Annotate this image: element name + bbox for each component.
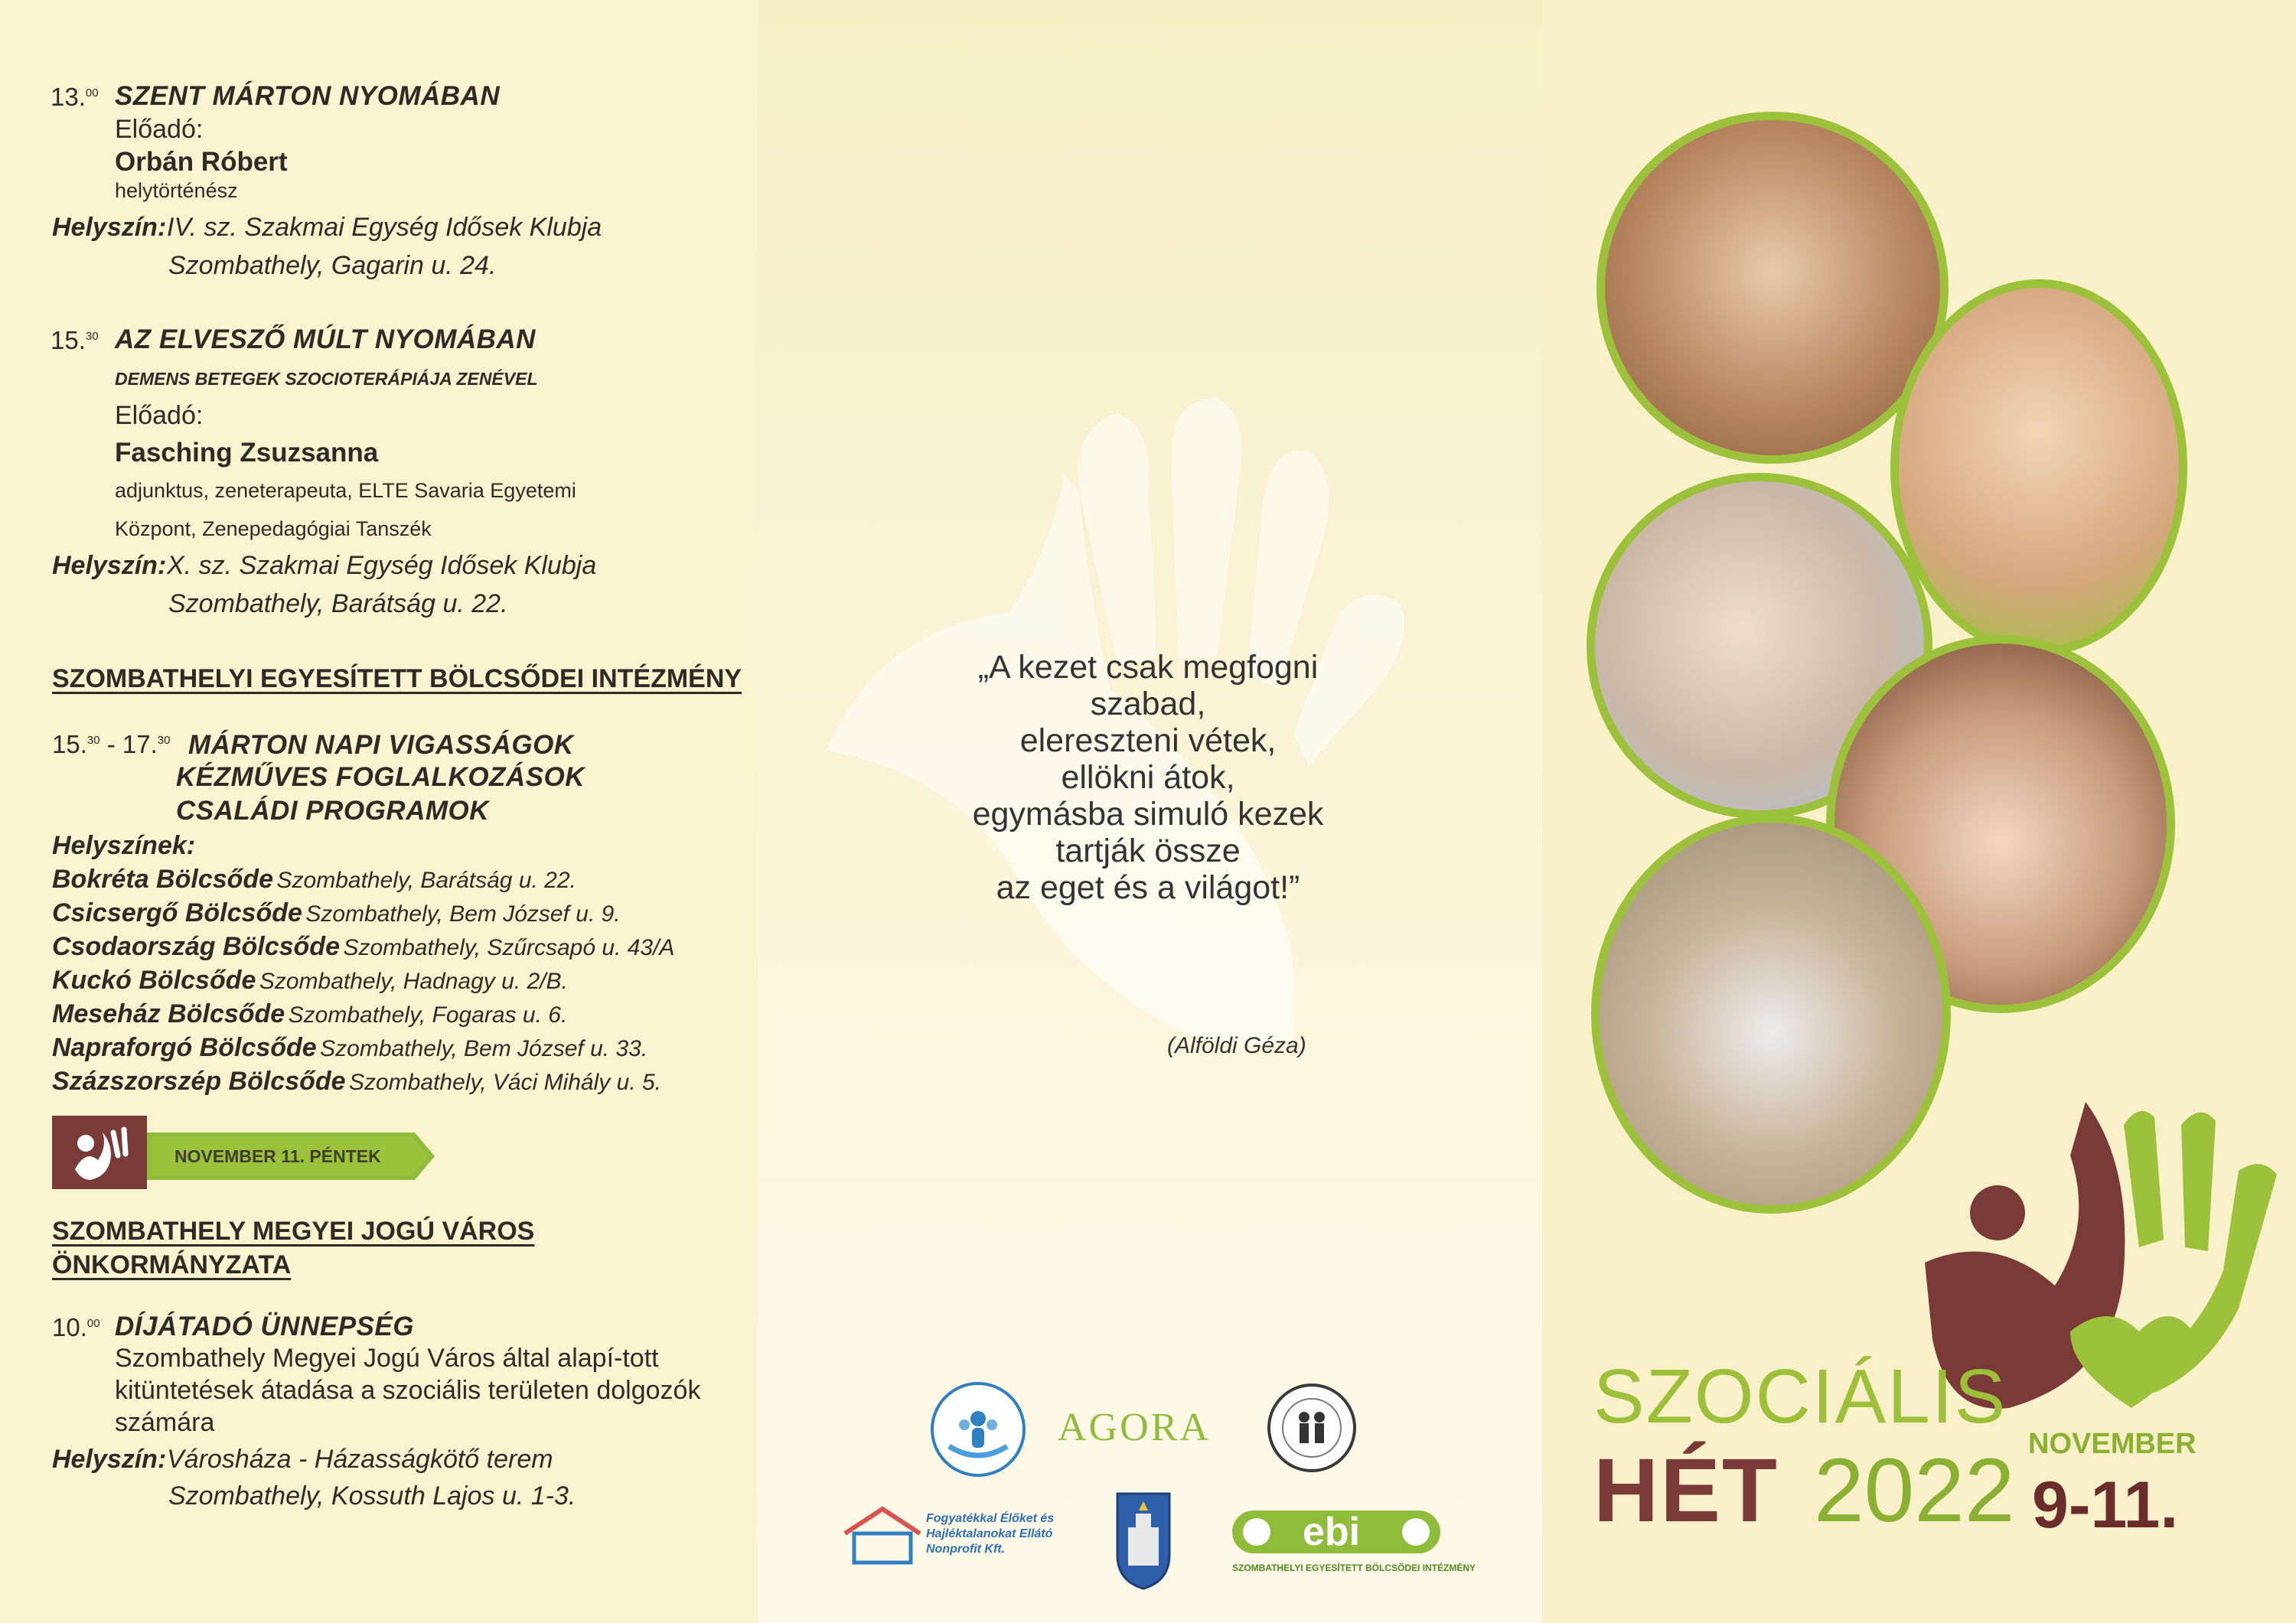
event4-time: 10.00 xyxy=(52,1313,100,1341)
event3-time: 15.30 - 17.30 xyxy=(52,730,171,758)
photo-family xyxy=(1596,112,1949,464)
event1-lecturer: Orbán Róbert xyxy=(115,147,288,177)
nursery-item: Csodaország Bölcsőde Szombathely, Szűrcsapó u. 43/A xyxy=(52,932,675,961)
social-center-logo xyxy=(1267,1383,1356,1472)
org-nursery-heading: SZOMBATHELYI EGYESÍTETT BÖLCSŐDEI INTÉZMÉNY xyxy=(52,664,742,693)
event1-lecturer-label: Előadó: xyxy=(115,115,204,144)
quote-line: ellökni átok, xyxy=(1061,759,1235,796)
quote-line: az eget és a világot!” xyxy=(996,869,1300,906)
nonprofit-logo xyxy=(840,1504,1070,1575)
event1-title: SZENT MÁRTON NYOMÁBAN xyxy=(115,81,501,111)
quote-line: „A kezet csak megfogni xyxy=(977,649,1319,686)
nonprofit-name-line1: Fogyatékkal Élőket és xyxy=(926,1512,1055,1525)
quote-author: (Alföldi Géza) xyxy=(1167,1033,1306,1058)
quote-text xyxy=(872,649,1424,906)
middle-panel xyxy=(758,0,1542,1623)
quote-line: szabad, xyxy=(1090,686,1206,722)
photo-boy xyxy=(1890,279,2187,656)
hand-logo-badge xyxy=(52,1116,147,1189)
event2-location-label: Helyszín: xyxy=(52,551,167,580)
date-month: NOVEMBER xyxy=(2028,1428,2197,1460)
event2-lecturer: Fasching Zsuzsanna xyxy=(115,438,379,468)
event2-role-line1: adjunktus, zeneterapeuta, ELTE Savaria Egyetemi xyxy=(115,479,576,502)
event4-address: Szombathely, Kossuth Lajos u. 1-3. xyxy=(168,1481,576,1511)
nursery-item: Meseház Bölcsőde Szombathely, Fogaras u. 6. xyxy=(52,999,568,1028)
event4-location-label: Helyszín: xyxy=(52,1445,167,1474)
event2-time: 15.30 xyxy=(51,326,99,354)
event2-title: AZ ELVESZŐ MÚLT NYOMÁBAN xyxy=(115,324,536,354)
house-icon xyxy=(840,1504,925,1566)
org-city-heading-line2: ÖNKORMÁNYZATA xyxy=(52,1250,292,1279)
nonprofit-name-line3: Nonprofit Kft. xyxy=(926,1543,1006,1556)
title-szocialis: SZOCIÁLIS xyxy=(1593,1354,2007,1439)
city-coat-of-arms xyxy=(1114,1491,1172,1592)
people-seal-icon xyxy=(1270,1387,1353,1469)
event4-title: DÍJÁTADÓ ÜNNEPSÉG xyxy=(115,1312,414,1341)
event1-address: Szombathely, Gagarin u. 24. xyxy=(168,251,497,280)
nursery-item: Napraforgó Bölcsőde Szombathely, Bem József u. 33. xyxy=(52,1033,648,1062)
szombathely-logo xyxy=(931,1382,1026,1477)
event1-location: IV. sz. Szakmai Egység Idősek Klubja xyxy=(167,213,602,242)
ebi-subtitle: SZOMBATHELYI EGYESÍTETT BÖLCSŐDEI INTÉZMÉNY xyxy=(1232,1563,1476,1573)
event1-role: helytörténész xyxy=(115,179,238,202)
hand-logo-icon xyxy=(52,1116,147,1189)
org-city-heading-line1: SZOMBATHELY MEGYEI JOGÚ VÁROS xyxy=(52,1217,535,1246)
event3-title-line1: MÁRTON NAPI VIGASSÁGOK xyxy=(188,730,574,760)
ebi-wordmark: ebi xyxy=(1303,1510,1361,1554)
coat-of-arms-icon xyxy=(1114,1491,1172,1592)
event3-title-line3: CSALÁDI PROGRAMOK xyxy=(176,796,490,826)
right-panel xyxy=(1542,0,2296,1623)
quote-line: elereszteni vétek, xyxy=(1019,722,1277,759)
venues-label: Helyszínek: xyxy=(52,831,196,860)
nursery-item: Bokréta Bölcsőde Szombathely, Barátság u. 22. xyxy=(52,865,576,894)
event4-location: Városháza - Házasságkötő terem xyxy=(167,1445,553,1474)
nursery-item: Százszorszép Bölcsőde Szombathely, Váci Mihály u. 5. xyxy=(52,1067,661,1096)
hand-watermark-icon xyxy=(758,0,1542,1071)
title-het: HÉT xyxy=(1593,1440,1779,1541)
event3-title-line2: KÉZMŰVES FOGLALKOZÁSOK xyxy=(176,762,585,792)
event2-role-line2: Központ, Zenepedagógiai Tanszék xyxy=(115,517,432,540)
nursery-item: Kuckó Bölcsőde Szombathely, Hadnagy u. 2/B. xyxy=(52,966,568,995)
event2-address: Szombathely, Barátság u. 22. xyxy=(168,589,508,618)
event1-location-label: Helyszín: xyxy=(52,213,167,242)
title-year: 2022 xyxy=(1814,1440,2015,1541)
event2-location: X. sz. Szakmai Egység Idősek Klubja xyxy=(167,551,597,580)
nonprofit-name-line2: Hajléktalanokat Ellátó xyxy=(926,1527,1053,1540)
left-panel xyxy=(0,0,758,1623)
event4-description: Szombathely Megyei Jogú Város által alapí-tott kitüntetések átadása a szociális területen dolgozók számára xyxy=(115,1344,701,1437)
event2-lecturer-label: Előadó: xyxy=(115,401,204,430)
ebi-logo xyxy=(1229,1504,1476,1578)
nursery-item: Csicsergő Bölcsőde Szombathely, Bem József u. 9. xyxy=(52,898,621,927)
family-hand-icon xyxy=(934,1385,1022,1474)
day-badge-label: NOVEMBER 11. PÉNTEK xyxy=(174,1146,381,1166)
event1-time: 13.00 xyxy=(51,83,99,111)
event2-subtitle: DEMENS BETEGEK SZOCIOTERÁPIÁJA ZENÉVEL xyxy=(115,369,538,389)
agora-logo: AGORA xyxy=(1058,1406,1211,1449)
date-days: 9-11. xyxy=(2032,1468,2179,1542)
quote-line: egymásba simuló kezek xyxy=(972,796,1324,833)
day-badge xyxy=(147,1133,436,1180)
quote-line: tartják össze xyxy=(1055,833,1241,869)
